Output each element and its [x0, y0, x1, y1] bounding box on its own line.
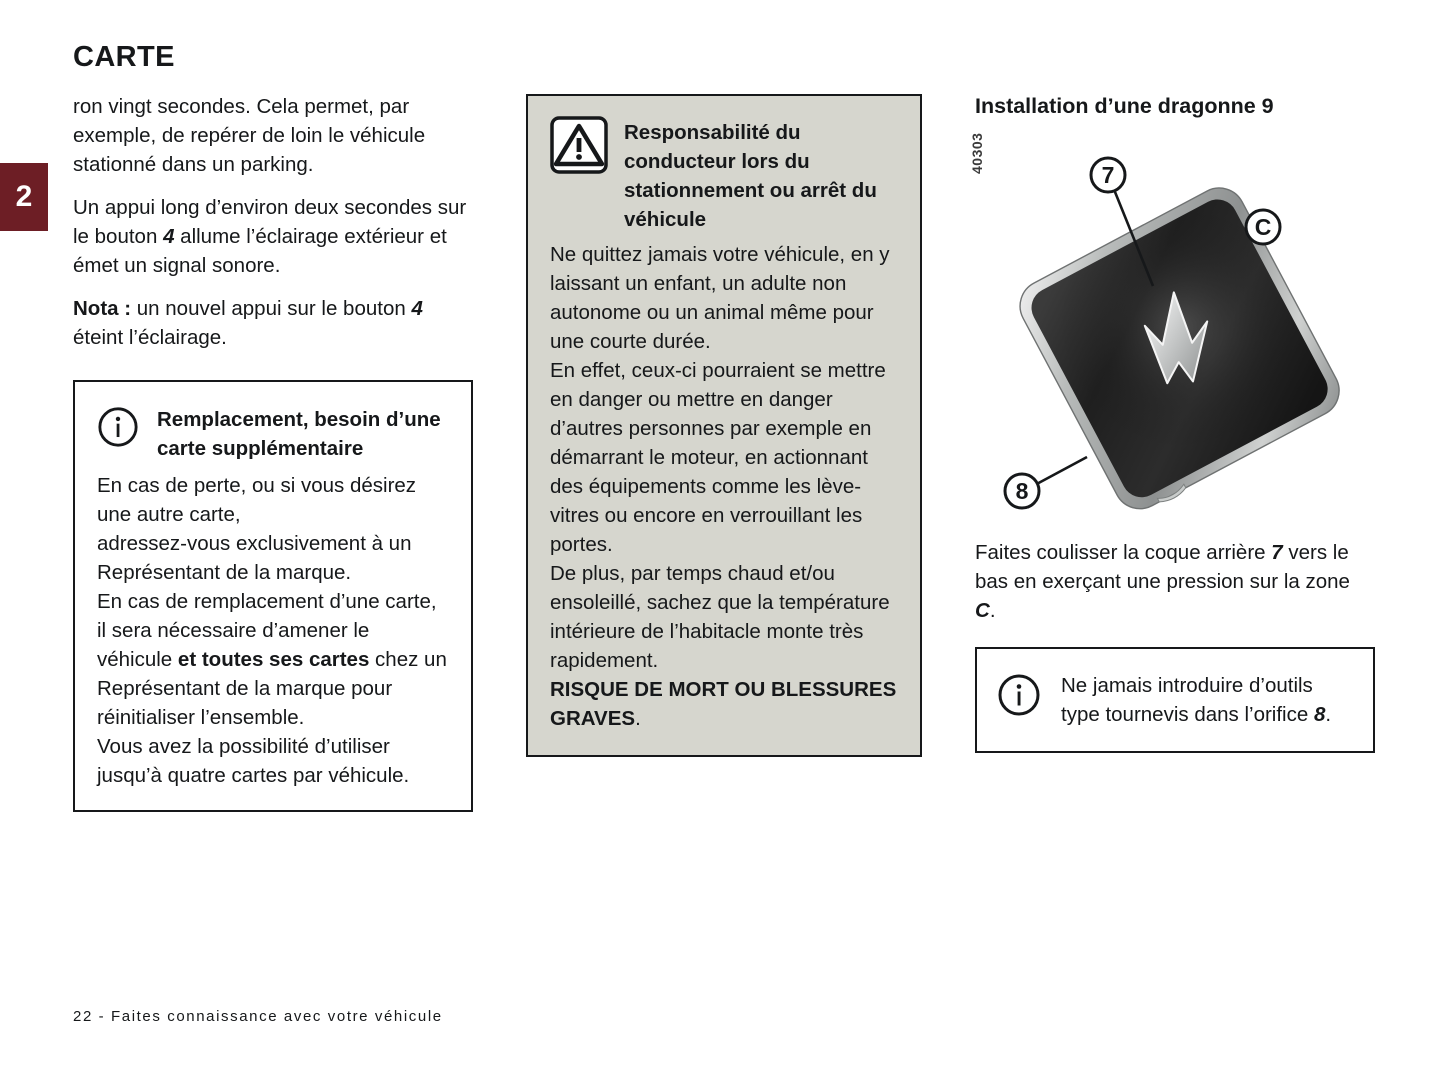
warning-paragraph: De plus, par temps chaud et/ou ensoleillé, sachez que la température intérieure de l’habitacle monte très rapidement. [550, 562, 890, 672]
page-title: CARTE [73, 41, 175, 73]
info-box-header [97, 404, 449, 463]
text-fragment: . [1325, 703, 1332, 726]
text-fragment: Un appui long d’environ deux secondes sur le bouton [73, 196, 467, 248]
chapter-number: 2 [15, 180, 33, 213]
info-paragraph: adressez-vous exclusivement à un Représentant de la marque. [97, 532, 412, 584]
warning-paragraph: En effet, ceux-ci pourraient se mettre en danger ou mettre en danger d’autres personnes par exemple en démarrant le moteur, en actionnant des équipements comme les lève-vitres ou encore en verrouillant les portes. [550, 359, 886, 556]
warning-box-header [550, 116, 898, 234]
illustration-keycard [969, 132, 1375, 534]
right-column [969, 92, 1375, 753]
svg-text:7: 7 [1101, 162, 1115, 188]
warning-paragraph: Ne quittez jamais votre véhicule, en y laissant un enfant, un adulte non autonome ou un animal même pour une courte durée. [550, 243, 890, 353]
emphasis-all-cards: et toutes ses cartes [177, 648, 370, 671]
text-fragment: . [635, 707, 641, 730]
info-circle-icon [997, 673, 1041, 717]
warning-box-title: Responsabilité du conducteur lors du stationnement ou arrêt du véhicule [624, 121, 877, 231]
paragraph-long-press [73, 193, 473, 280]
paragraph-nota [73, 294, 473, 352]
info-box-body [97, 471, 449, 790]
text-fragment: un nouvel appui sur le bouton [131, 297, 412, 320]
page-footer: 22 - Faites connaissance avec votre véhicule [73, 1008, 443, 1025]
paragraph-continuation: ron vingt secondes. Cela permet, par exemple, de repérer de loin le véhicule stationné dans un parking. [73, 95, 426, 176]
illustration-id-label: 40303 [969, 132, 985, 174]
warning-box-driver-responsibility [526, 94, 922, 757]
ref-letter-c: C [975, 599, 990, 622]
section-title-dragonne: Installation d’une dragonne 9 [975, 94, 1274, 118]
risk-statement: RISQUE DE MORT OU BLESSURES GRAVES [550, 678, 897, 730]
middle-column [526, 94, 922, 757]
keycard-diagram [975, 134, 1375, 534]
text-fragment: En cas de remplacement d’une carte, il sera nécessaire d’amener le véhicule [97, 590, 437, 671]
text-fragment: Ne jamais introduire d’outils type tournevis dans l’orifice [1061, 674, 1314, 726]
warning-box-body [550, 240, 898, 733]
info-circle-icon [97, 406, 139, 448]
ref-number-8: 8 [1313, 703, 1326, 726]
callout-8 [1005, 457, 1087, 508]
info-box-title: Remplacement, besoin d’une carte supplémentaire [157, 408, 441, 460]
instruction-text-block [975, 538, 1375, 625]
warning-paragraph-risk [550, 675, 898, 733]
svg-text:C: C [1254, 214, 1272, 240]
info-paragraph: Vous avez la possibilité d’utiliser jusqu’à quatre cartes par véhicule. [97, 735, 410, 787]
text-fragment: Faites coulisser la coque arrière [975, 541, 1272, 564]
info-paragraph [97, 587, 449, 732]
info-box-no-tools [975, 647, 1375, 753]
text-fragment: vers le bas en exerçant une pression sur la zone [975, 541, 1350, 593]
text-fragment: allume l’éclairage extérieur et émet un signal sonore. [73, 225, 447, 277]
nota-label: Nota : [73, 297, 132, 320]
svg-text:8: 8 [1015, 478, 1029, 504]
left-column [73, 92, 473, 812]
info-box-text [1061, 671, 1353, 729]
text-fragment: . [989, 599, 996, 622]
instruction-paragraph [975, 538, 1375, 625]
warning-triangle-icon [550, 116, 608, 174]
ref-number-4: 4 [411, 297, 423, 320]
ref-number-7: 7 [1271, 541, 1283, 564]
ref-number-4: 4 [163, 225, 175, 248]
info-paragraph: En cas de perte, ou si vous désirez une autre carte, [97, 474, 417, 526]
text-fragment: éteint l’éclairage. [73, 326, 227, 349]
chapter-tab [0, 163, 48, 231]
info-box-replacement-card [73, 380, 473, 812]
callout-C [1246, 210, 1280, 244]
text-fragment: chez un Représentant de la marque pour réinitialiser l’ensemble. [97, 648, 447, 729]
